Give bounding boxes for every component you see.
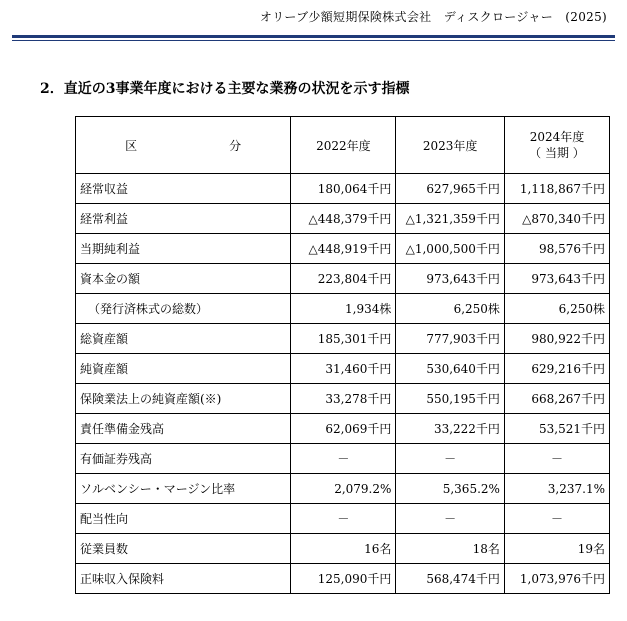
section-title: 2．直近の3事業年度における主要な業務の状況を示す指標: [40, 81, 410, 97]
value-2022: 16名: [291, 534, 396, 564]
value-2023: △1,000,500千円: [396, 234, 505, 264]
header-2023: 2023年度: [396, 117, 505, 174]
header-category: [76, 117, 291, 174]
row-label: 経常利益: [76, 204, 291, 234]
header-rule-thin: [12, 40, 615, 41]
table-row: [76, 294, 610, 324]
row-label: 純資産額: [76, 354, 291, 384]
row-label: 当期純利益: [76, 234, 291, 264]
row-label: 有価証券残高: [76, 444, 291, 474]
value-2023: 33,222千円: [396, 414, 505, 444]
row-label: （発行済株式の総数）: [76, 294, 291, 324]
value-2022: 2,079.2%: [291, 474, 396, 504]
value-2024: 98,576千円: [504, 234, 609, 264]
header-2024-year: 2024年度: [529, 130, 585, 144]
value-2022: －: [291, 444, 396, 474]
value-2022: 185,301千円: [291, 324, 396, 354]
value-2023: 777,903千円: [396, 324, 505, 354]
value-2023: －: [396, 504, 505, 534]
value-2022: 223,804千円: [291, 264, 396, 294]
row-label: 正味収入保険料: [76, 564, 291, 594]
indicators-table: [75, 116, 610, 594]
row-label: 総資産額: [76, 324, 291, 354]
value-2022: 31,460千円: [291, 354, 396, 384]
value-2022: 125,090千円: [291, 564, 396, 594]
document-header: オリーブ少額短期保険株式会社 ディスクロージャー (2025): [259, 10, 607, 24]
table-row: [76, 414, 610, 444]
value-2024: －: [504, 504, 609, 534]
table-row: [76, 204, 610, 234]
value-2023: 18名: [396, 534, 505, 564]
value-2022: △448,919千円: [291, 234, 396, 264]
table-row: [76, 534, 610, 564]
value-2022: 33,278千円: [291, 384, 396, 414]
value-2024: 3,237.1%: [504, 474, 609, 504]
value-2023: －: [396, 444, 505, 474]
value-2024: 629,216千円: [504, 354, 609, 384]
value-2022: 1,934株: [291, 294, 396, 324]
table-row: [76, 264, 610, 294]
value-2022: 62,069千円: [291, 414, 396, 444]
value-2024: 668,267千円: [504, 384, 609, 414]
value-2023: 550,195千円: [396, 384, 505, 414]
table-row: [76, 504, 610, 534]
header-rule-thick: [12, 35, 615, 38]
table-row: [76, 444, 610, 474]
row-label: 資本金の額: [76, 264, 291, 294]
value-2024: 19名: [504, 534, 609, 564]
value-2023: 568,474千円: [396, 564, 505, 594]
value-2024: 1,073,976千円: [504, 564, 609, 594]
header-category-label: 区 分: [125, 138, 282, 153]
value-2024: 973,643千円: [504, 264, 609, 294]
row-label: 経常収益: [76, 174, 291, 204]
value-2022: 180,064千円: [291, 174, 396, 204]
value-2024: 980,922千円: [504, 324, 609, 354]
table-row: [76, 174, 610, 204]
table-header-row: [76, 117, 610, 174]
table-row: [76, 354, 610, 384]
value-2022: －: [291, 504, 396, 534]
value-2024: 6,250株: [504, 294, 609, 324]
value-2024: －: [504, 444, 609, 474]
table-row: [76, 474, 610, 504]
row-label: 従業員数: [76, 534, 291, 564]
row-label: 保険業法上の純資産額(※): [76, 384, 291, 414]
value-2023: 6,250株: [396, 294, 505, 324]
header-2024-current: （ 当期 ）: [529, 146, 585, 160]
value-2023: 530,640千円: [396, 354, 505, 384]
value-2023: 627,965千円: [396, 174, 505, 204]
value-2024: △870,340千円: [504, 204, 609, 234]
row-label: ソルベンシー・マージン比率: [76, 474, 291, 504]
value-2024: 53,521千円: [504, 414, 609, 444]
header-2022: 2022年度: [291, 117, 396, 174]
value-2023: 973,643千円: [396, 264, 505, 294]
table-row: [76, 234, 610, 264]
header-2024: [504, 117, 609, 174]
table-row: [76, 564, 610, 594]
value-2023: 5,365.2%: [396, 474, 505, 504]
value-2023: △1,321,359千円: [396, 204, 505, 234]
value-2024: 1,118,867千円: [504, 174, 609, 204]
row-label: 責任準備金残高: [76, 414, 291, 444]
table-row: [76, 384, 610, 414]
value-2022: △448,379千円: [291, 204, 396, 234]
row-label: 配当性向: [76, 504, 291, 534]
table-row: [76, 324, 610, 354]
